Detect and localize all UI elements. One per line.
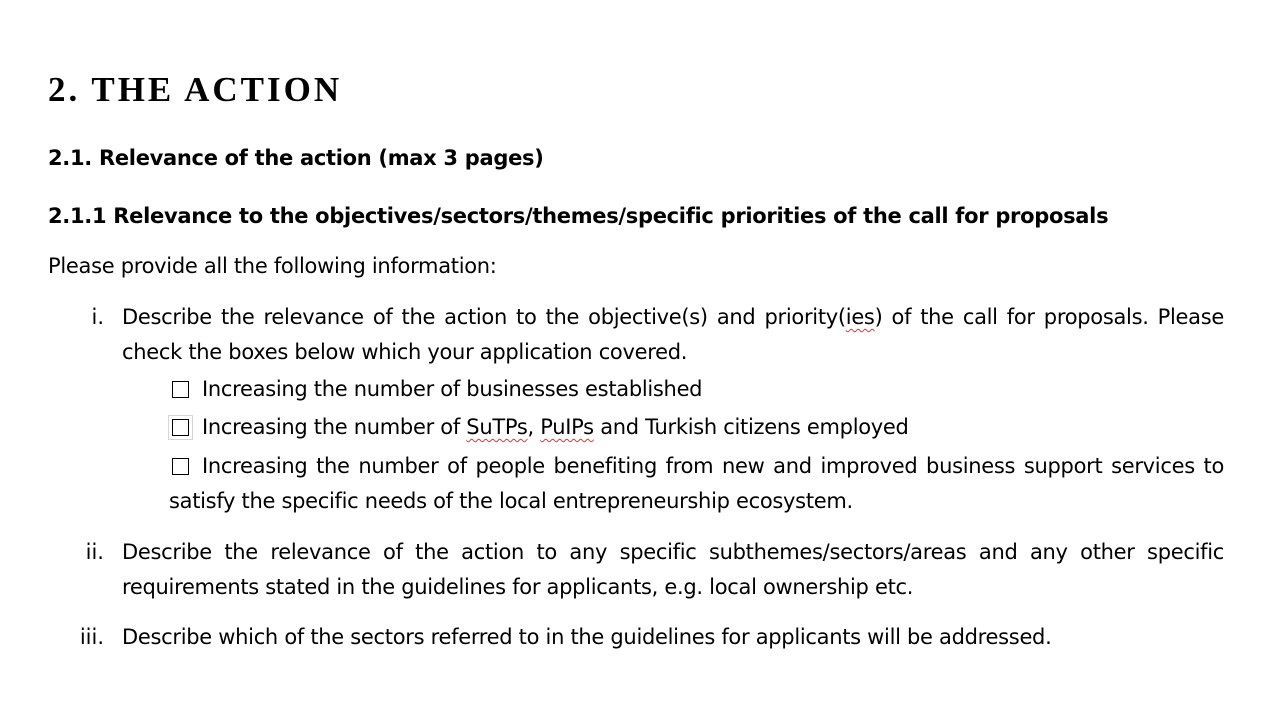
list-marker-i: i.: [91, 305, 104, 329]
list-item-i-text-c: ) of the call for proposals. Please check the boxes below which your application covered.: [122, 305, 1224, 364]
spellcheck-word-ies: ies: [845, 305, 875, 329]
spellcheck-word-sutps: SuTPs: [466, 415, 528, 439]
checkbox-employed[interactable]: [172, 419, 189, 436]
list-item-i-text-a: Describe the relevance of the action to the objective(s) and priority(: [122, 305, 846, 329]
checkbox-label-employed-e: and Turkish citizens employed: [593, 415, 909, 439]
checkbox-label-businesses: Increasing the number of businesses established: [202, 377, 703, 401]
spellcheck-word-puips: PuIPs: [540, 415, 594, 439]
subsection-heading-2-1: 2.1. Relevance of the action (max 3 pages): [48, 146, 544, 170]
checkbox-row-support-services: [169, 449, 1224, 519]
intro-paragraph: Please provide all the following information:: [48, 254, 497, 278]
checkbox-businesses[interactable]: [172, 381, 189, 398]
list-marker-iii: iii.: [79, 625, 104, 649]
list-item-i: [122, 300, 1224, 370]
checkbox-label-support-services: Increasing the number of people benefiting from new and improved business support services to satisfy the specific needs of the local entrepreneurship ecosystem.: [169, 454, 1224, 513]
subsection-heading-2-1-1: 2.1.1 Relevance to the objectives/sectors/themes/specific priorities of the call for proposals: [48, 204, 1109, 228]
checkbox-support-services[interactable]: [172, 458, 189, 475]
checkbox-label-employed-c: ,: [527, 415, 541, 439]
section-heading: 2. THE ACTION: [48, 70, 343, 109]
list-item-iii: Describe which of the sectors referred to in the guidelines for applicants will be addressed.: [122, 625, 1052, 649]
checkbox-row-employed: [169, 410, 909, 445]
list-marker-ii: ii.: [85, 540, 104, 564]
list-item-ii: Describe the relevance of the action to any specific subthemes/sectors/areas and any other specific requirements stated in the guidelines for applicants, e.g. local ownership etc.: [122, 540, 1224, 599]
checkbox-label-employed-a: Increasing the number of: [202, 415, 467, 439]
checkbox-row-businesses: [169, 372, 702, 407]
